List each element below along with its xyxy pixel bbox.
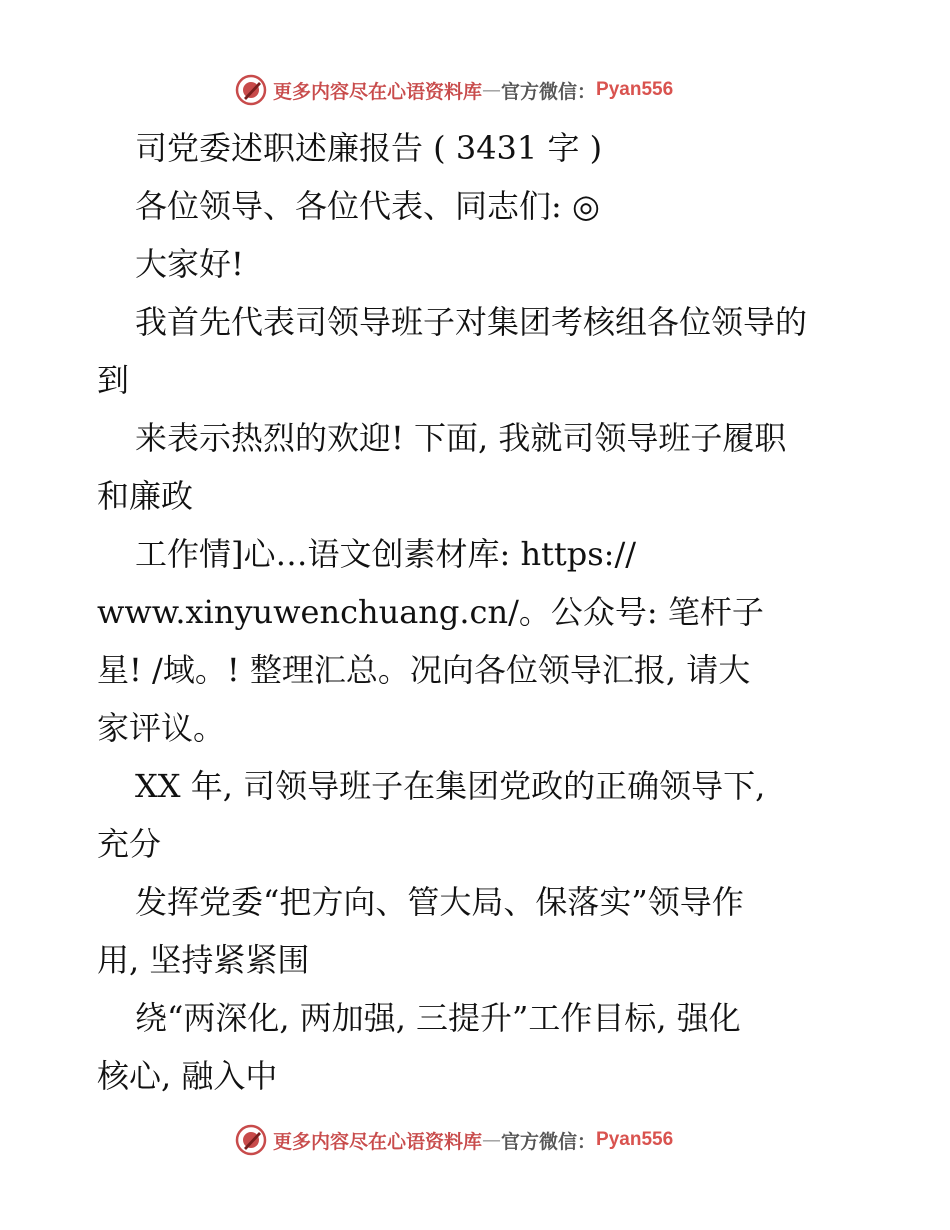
doc-line: 绕“两深化, 两加强, 三提升”工作目标, 强化 <box>135 999 741 1037</box>
doc-line: 家评议。 <box>97 709 226 747</box>
doc-line: 用, 坚持紧紧围 <box>97 941 310 979</box>
banner-wechat-label: 官方微信： <box>501 1130 597 1153</box>
seal-pen-icon <box>235 74 267 106</box>
doc-line-salutation: 各位领导、各位代表、同志们: ◎ <box>135 187 600 225</box>
banner-account: Pyan556 <box>596 79 674 100</box>
doc-line: 我首先代表司领导班子对集团考核组各位领导的 <box>135 303 808 341</box>
banner-brand-text: 更多内容尽在心语资料库 <box>273 1130 483 1153</box>
doc-line: 核心, 融入中 <box>97 1057 278 1095</box>
doc-line: www.xinyuwenchuang.cn/。公众号: 笔杆子 <box>97 593 764 631</box>
doc-line-greeting: 大家好! <box>135 245 244 283</box>
header-watermark-banner <box>235 72 673 108</box>
banner-wechat-label: 官方微信： <box>501 80 597 103</box>
banner-account: Pyan556 <box>596 1129 674 1150</box>
doc-line: 星! /域。! 整理汇总。况向各位领导汇报, 请大 <box>97 651 751 689</box>
seal-pen-icon <box>235 1124 267 1156</box>
doc-line: 充分 <box>97 825 162 863</box>
doc-line: 到 <box>97 361 130 399</box>
banner-separator: — <box>482 1129 502 1151</box>
doc-line: 工作情]心…语文创素材库: https:// <box>135 535 637 573</box>
doc-line: 和廉政 <box>97 477 194 515</box>
banner-separator: — <box>482 79 502 101</box>
footer-watermark-banner <box>235 1122 673 1158</box>
doc-line: 发挥党委“把方向、管大局、保落实”领导作 <box>135 883 744 921</box>
doc-line-title: 司党委述职述廉报告 ( 3431 字 ) <box>135 129 603 167</box>
doc-line: 来表示热烈的欢迎! 下面, 我就司领导班子履职 <box>135 419 787 457</box>
doc-line: XX 年, 司领导班子在集团党政的正确领导下, <box>135 767 766 805</box>
banner-brand-text: 更多内容尽在心语资料库 <box>273 80 483 103</box>
